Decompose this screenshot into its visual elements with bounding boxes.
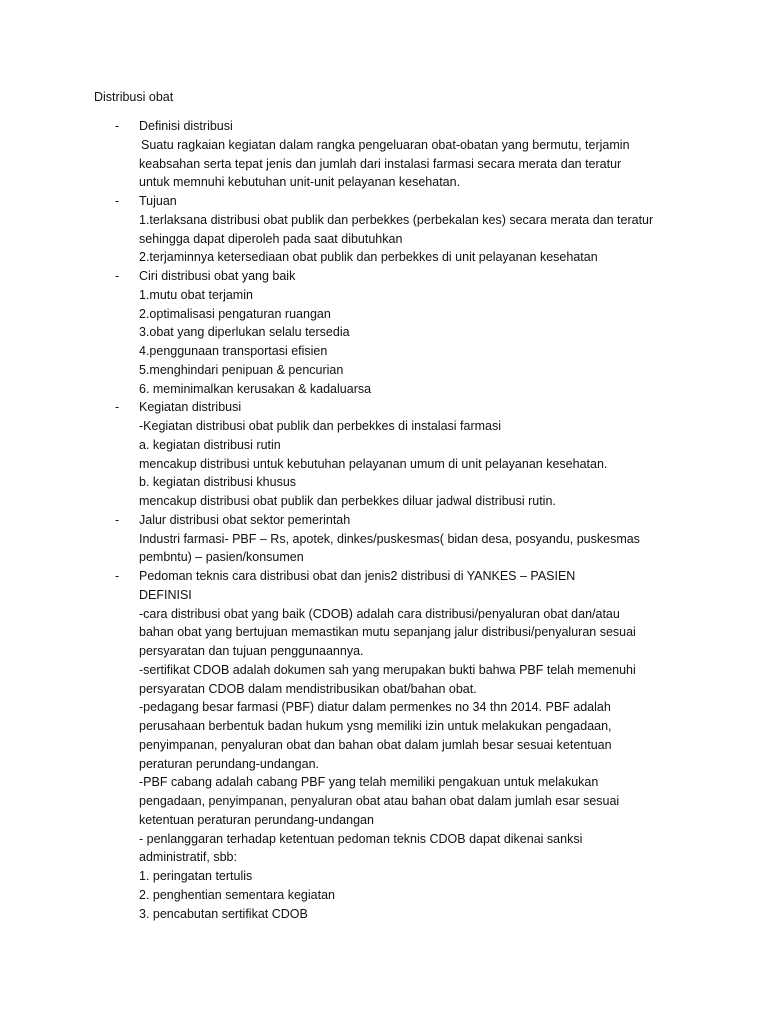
section-line: keabsahan serta tepat jenis dan jumlah dari instalasi farmasi secara merata dan teratur [139, 156, 622, 171]
section-line: 2.optimalisasi pengaturan ruangan [139, 306, 331, 321]
section-line: b. kegiatan distribusi khusus [139, 475, 297, 490]
section-heading: Pedoman teknis cara distribusi obat dan jenis2 distribusi di YANKES – PASIEN [139, 569, 576, 583]
section-line: 5.menghindari penipuan & pencurian [139, 362, 344, 377]
section-line: Suatu ragkaian kegiatan dalam rangka pengeluaran obat-obatan yang bermutu, terjamin [141, 137, 630, 152]
section-line: -PBF cabang adalah cabang PBF yang telah memiliki pengakuan untuk melakukan [139, 775, 599, 790]
section-line: bahan obat yang bertujuan memastikan mutu sepanjang jalur distribusi/penyaluran sesuai [139, 625, 636, 640]
section-heading: Definisi distribusi [139, 119, 233, 133]
section-line: persyaratan dan tujuan penggunaannya. [139, 644, 364, 658]
section-line: a. kegiatan distribusi rutin [139, 437, 281, 452]
section-line: untuk memnuhi kebutuhan unit-unit pelayanan kesehatan. [139, 175, 461, 190]
section-line: persyaratan CDOB dalam mendistribusikan obat/bahan obat. [139, 681, 477, 696]
section-line: 3. pencabutan sertifikat CDOB [139, 906, 308, 921]
section-line: 2.terjaminnya ketersediaan obat publik dan perbekkes di unit pelayanan kesehatan [139, 250, 598, 265]
section-kegiatan-distribusi [0, 398, 768, 511]
section-line: -cara distribusi obat yang baik (CDOB) adalah cara distribusi/penyaluran obat dan/atau [139, 606, 620, 621]
bullet-dash: - [115, 569, 120, 583]
bullet-dash: - [115, 400, 120, 415]
section-line: 2. penghentian sementara kegiatan [139, 887, 335, 902]
section-line: penyimpanan, penyaluran obat dan bahan obat dalam jumlah besar sesuai ketentuan [139, 737, 612, 752]
section-line: sehingga dapat diperoleh pada saat dibutuhkan [139, 231, 403, 246]
bullet-dash: - [115, 119, 120, 133]
section-line: peraturan perundang-undangan. [139, 756, 320, 771]
section-line: DEFINISI [139, 587, 192, 602]
section-line: pembntu) – pasien/konsumen [139, 550, 304, 565]
section-line: mencakup distribusi untuk kebutuhan pelayanan umum di unit pelayanan kesehatan. [139, 456, 608, 471]
bullet-dash: - [115, 512, 120, 527]
bullet-dash: - [115, 269, 120, 283]
section-line: -Kegiatan distribusi obat publik dan perbekkes di instalasi farmasi [139, 419, 501, 433]
section-line: 1.mutu obat terjamin [139, 287, 253, 302]
section-line: administratif, sbb: [139, 850, 237, 865]
bullet-dash: - [115, 194, 120, 208]
section-line: -pedagang besar farmasi (PBF) diatur dalam permenkes no 34 thn 2014. PBF adalah [139, 700, 611, 715]
section-tujuan [0, 192, 768, 267]
section-line: 1. peringatan tertulis [139, 869, 253, 883]
document-content [0, 117, 768, 923]
section-pedoman-teknis [0, 567, 768, 923]
section-line: perusahaan berbentuk badan hukum ysng memiliki izin untuk melakukan pengadaan, [139, 719, 612, 733]
document-title: Distribusi obat [94, 90, 174, 104]
section-line: 6. meminimalkan kerusakan & kadaluarsa [139, 381, 372, 396]
section-line: 1.terlaksana distribusi obat publik dan perbekkes (perbekalan kes) secara merata dan teratur [139, 212, 654, 227]
section-line: -sertifikat CDOB adalah dokumen sah yang merupakan bukti bahwa PBF telah memenuhi [139, 662, 636, 677]
section-heading: Tujuan [139, 194, 177, 208]
section-line: ketentuan peraturan perundang-undangan [139, 812, 374, 827]
section-heading: Ciri distribusi obat yang baik [139, 269, 296, 283]
section-line: Industri farmasi- PBF – Rs, apotek, dinkes/puskesmas( bidan desa, posyandu, puskesmas [139, 531, 640, 546]
section-heading: Kegiatan distribusi [139, 400, 242, 415]
section-line: - penlanggaran terhadap ketentuan pedoman teknis CDOB dapat dikenai sanksi [139, 831, 583, 846]
section-jalur-distribusi [0, 511, 768, 567]
section-line: pengadaan, penyimpanan, penyaluran obat atau bahan obat dalam jumlah esar sesuai [139, 794, 620, 808]
section-ciri-distribusi [0, 267, 768, 398]
section-line: mencakup distribusi obat publik dan perbekkes diluar jadwal distribusi rutin. [139, 494, 556, 508]
section-line: 4.penggunaan transportasi efisien [139, 344, 328, 358]
section-line: 3.obat yang diperlukan selalu tersedia [139, 325, 350, 340]
section-heading: Jalur distribusi obat sektor pemerintah [139, 512, 351, 527]
section-definisi-distribusi [0, 117, 768, 192]
